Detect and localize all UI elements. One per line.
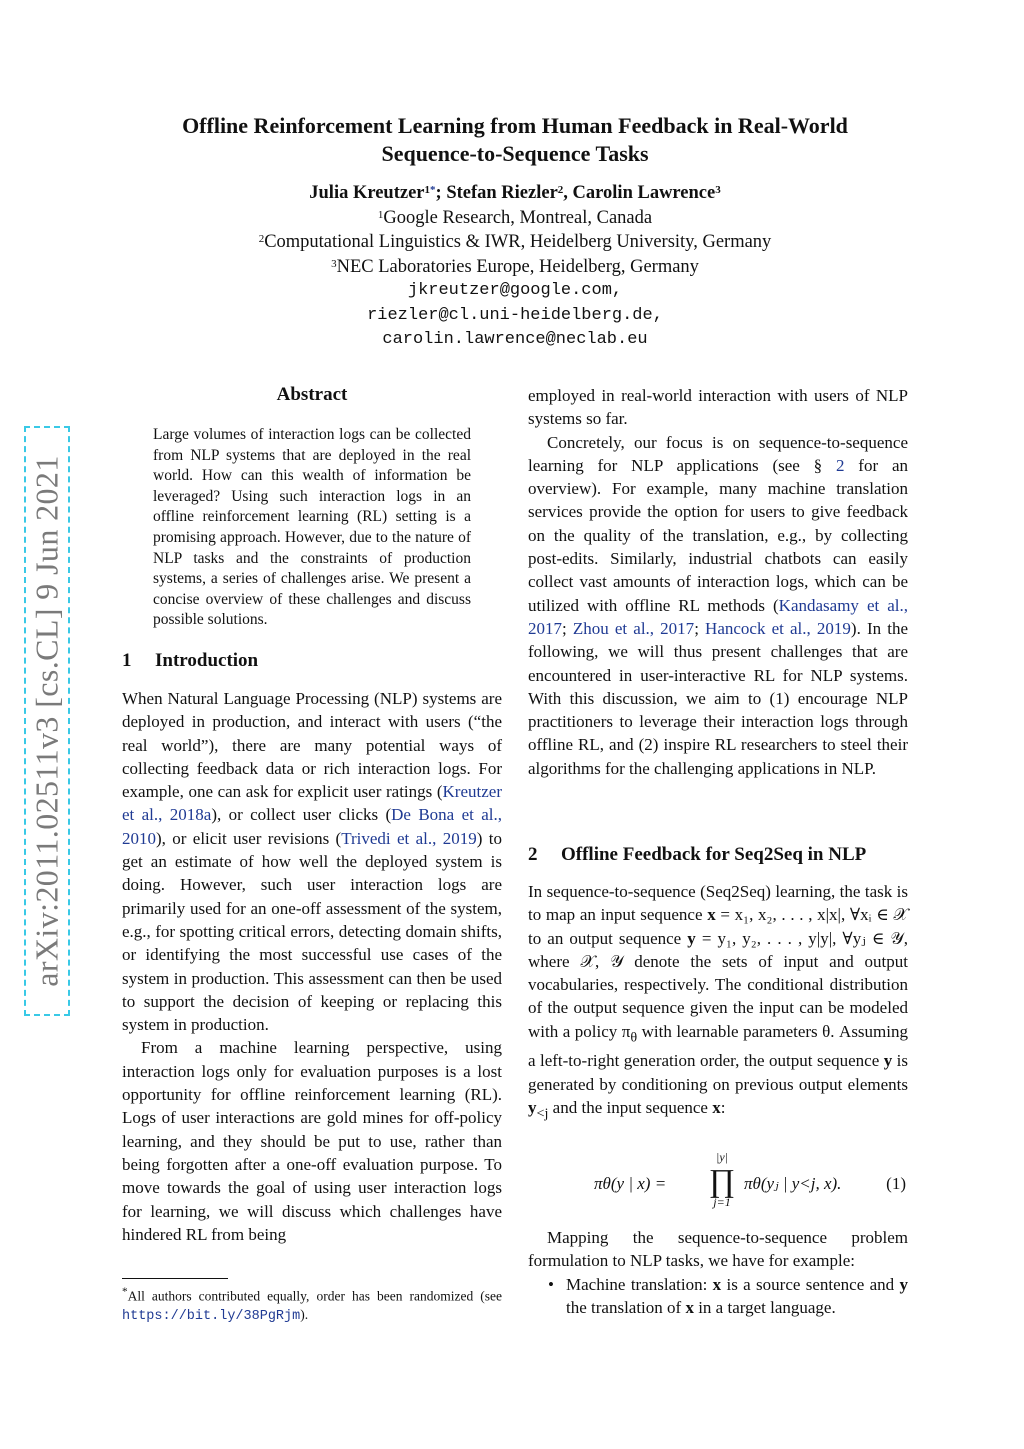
equation-1 (528, 1150, 908, 1220)
bullet-text (566, 1273, 908, 1320)
author-3-sup: 3 (715, 184, 721, 196)
intro-p1-d: ) to get an estimate of how well the deployed system is doing. However, such user interaction logs are primarily used for an one-off assessment of the system, e.g., for spotting critical errors, detecting domain shifts, or identifying the most successful use cases of the system in production. This assessment can then be used to support the decision of keeping or replacing this system in production. (122, 828, 502, 1035)
right-sep-b: ; (694, 618, 706, 638)
section-ref-2[interactable]: 2 (835, 455, 845, 475)
product-lower: j=1 (713, 1195, 731, 1209)
s2-p1-i: : (720, 1098, 726, 1118)
s2-p1-c: = y₁, y₂, . . . , y|y|, ∀yⱼ ∈ 𝒴, where 𝒳, 𝒴 denote the sets of input and output vocabularies, respectively. The conditional distribution of the output sequence given the input can be modeled with a policy π (528, 928, 908, 1041)
aff3-sup: 3 (331, 257, 337, 270)
affiliation-3 (100, 255, 930, 280)
author-star: * (430, 184, 436, 196)
s2-theta-sub: θ (630, 1029, 638, 1046)
s2-p1-e: with learnable parameters θ. Assuming a left-to-right generation order, the output sequence (528, 1021, 908, 1071)
section-1-title: Introduction (155, 650, 259, 671)
s2-lt-j: <j (536, 1105, 549, 1122)
aff2-sup: 2 (258, 233, 265, 245)
s2-x-1: x (707, 905, 716, 925)
arxiv-stamp[interactable] (24, 426, 70, 1016)
footnote-rule (122, 1278, 228, 1279)
email-1: jkreutzer@google.com, (407, 281, 623, 300)
section-2-body (528, 880, 908, 1126)
title-line-1: Offline Reinforcement Learning from Human Feedback in Real-World (182, 113, 848, 138)
section-2-paragraph-1 (528, 880, 908, 1126)
author-1-sup: 1 (424, 184, 431, 196)
right-p1-a: Concretely, our focus is on sequence-to-sequence learning for NLP applications (see § (528, 432, 908, 475)
s2-p1-a: In sequence-to-sequence (Seq2Seq) learning, the task is to map an input sequence (528, 882, 908, 925)
arxiv-id[interactable]: arXiv:2011.02511v3 [cs.CL] 9 Jun 2021 (28, 455, 65, 987)
right-column-top (528, 384, 908, 780)
citation-debona[interactable]: De Bona et al., 2010 (122, 805, 502, 848)
affiliation-2 (100, 230, 930, 255)
paper-title (100, 112, 930, 168)
bullet-c: the translation of (566, 1298, 686, 1318)
author-block (100, 181, 930, 353)
bullet-d: in a target language. (693, 1298, 836, 1318)
s2-y-1: y (687, 928, 696, 948)
section-1-number: 1 (122, 650, 132, 671)
citation-kreutzer[interactable]: Kreutzer et al., 2018a (122, 782, 502, 825)
email-3: carolin.lawrence@neclab.eu (382, 330, 648, 349)
s2-x-2: x (712, 1098, 721, 1118)
title-line-2: Sequence-to-Sequence Tasks (381, 141, 649, 166)
s2-p1-h: and the input sequence (548, 1098, 713, 1118)
author-1: Julia Kreutzer (309, 183, 425, 203)
section-2-body-2 (528, 1226, 908, 1273)
aff3-text: NEC Laboratories Europe, Heidelberg, Germany (336, 256, 699, 277)
s2-p1-b: = x₁, x₂, . . . , x|x|, ∀xᵢ ∈ 𝒳 to an output sequence (528, 905, 909, 948)
right-sep-a: ; (562, 618, 573, 638)
bullet-dot: • (548, 1275, 554, 1294)
right-p1-b: for an overview). For example, many machine translation services provide the option for users to give feedback on the quality of the translation, e.g., by collecting post-edits. Similarly, industrial chatbots can easily collect vast amounts of interaction logs, which can be utilized with offline RL methods ( (528, 455, 908, 615)
abstract-text: Large volumes of interaction logs can be collected from NLP systems that are deployed in the real world. How can this wealth of information be leveraged? Using such interaction logs in an offline reinforcement learning (RL) setting is a promising approach. However, due to the nature of NLP tasks and the constraints of production systems, a series of challenges arise. We present a concise overview of these challenges and discuss possible solutions. (153, 426, 471, 629)
intro-paragraph-1 (122, 687, 502, 1036)
bullet-x-2: x (685, 1298, 694, 1318)
section-2-heading (528, 844, 866, 866)
citation-hancock[interactable]: Hancock et al., 2019 (705, 618, 851, 638)
author-2-sup: 2 (557, 184, 564, 196)
bullet-y: y (899, 1275, 908, 1294)
section-2-paragraph-2: Mapping the sequence-to-sequence problem formulation to NLP tasks, we have for example: (528, 1228, 908, 1271)
aff1-text: Google Research, Montreal, Canada (383, 207, 653, 228)
aff1-sup: 1 (377, 208, 384, 221)
citation-zhou[interactable]: Zhou et al., 2017 (572, 618, 695, 638)
bullet-machine-translation (548, 1273, 908, 1320)
equation-rhs: πθ(yⱼ | y<j, x). (744, 1174, 842, 1193)
equation-lhs: πθ(y | x) = (594, 1174, 667, 1193)
author-2: ; Stefan Riezler (435, 183, 558, 203)
right-paragraph-1 (528, 431, 908, 780)
email-2: riezler@cl.uni-heidelberg.de, (367, 305, 663, 325)
citation-trivedi[interactable]: Trivedi et al., 2019 (341, 828, 477, 848)
section-1-heading (122, 650, 258, 672)
intro-body (122, 687, 502, 1246)
s2-y-2: y (883, 1051, 893, 1071)
right-paragraph-0: employed in real-world interaction with users of NLP systems so far. (528, 386, 908, 429)
product-symbol: ∏ (708, 1162, 736, 1198)
footnote-mark: * (122, 1286, 128, 1298)
product-upper: |y| (716, 1150, 728, 1164)
footnote-text-b: ). (300, 1306, 309, 1322)
citation-kandasamy[interactable]: Kandasamy et al., 2017 (528, 595, 908, 638)
aff2-text: Computational Linguistics & IWR, Heidelberg University, Germany (264, 232, 772, 252)
s2-y-3: y (528, 1098, 537, 1118)
author-3: , Carolin Lawrence (563, 183, 716, 203)
equation-number: (1) (886, 1174, 906, 1193)
intro-paragraph-2: From a machine learning perspective, using interaction logs only for evaluation purposes is a lost opportunity for offline reinforcement learning (RL). Logs of user interactions are gold mines for off-policy learning, and they should be put to use, rather than being forgotten after a one-off evaluation purpose. To move towards the goal of using user interaction logs for learning, we will discuss which challenges have hindered RL from being (122, 1038, 502, 1244)
right-p1-c: ). In the following, we will thus present challenges that are encountered in user-interactive RL for NLP systems. With this discussion, we aim to (1) encourage NLP practitioners to leverage their interaction logs through offline RL, and (2) inspire RL researchers to steel their algorithms for the challenging applications in NLP. (528, 618, 909, 778)
abstract-heading: Abstract (276, 384, 348, 405)
bullet-a: Machine translation: (566, 1275, 713, 1294)
intro-p1-c: ), or elicit user revisions ( (156, 828, 342, 848)
footnote-text-a: All authors contributed equally, order has been randomized (see (127, 1288, 502, 1304)
bullet-x-1: x (712, 1275, 722, 1294)
bullet-b: is a source sentence and (721, 1275, 900, 1294)
section-2-title: Offline Feedback for Seq2Seq in NLP (561, 844, 867, 865)
author-names (100, 181, 930, 206)
section-2-number: 2 (528, 844, 538, 865)
affiliation-1 (100, 206, 930, 231)
footnote-link[interactable]: https://bit.ly/38PgRjm (122, 1308, 301, 1324)
intro-p1-b: ), or collect user clicks ( (211, 805, 392, 825)
intro-p1-a: When Natural Language Processing (NLP) systems are deployed in production, and interact with users (“the real world”), there are many potential ways of collecting feedback data or rich interaction logs. For example, one can ask for explicit user ratings ( (122, 689, 502, 802)
product-operator (706, 1150, 738, 1210)
s2-p1-f: is generated by conditioning on previous output elements (528, 1051, 908, 1094)
footnote (122, 1283, 502, 1326)
